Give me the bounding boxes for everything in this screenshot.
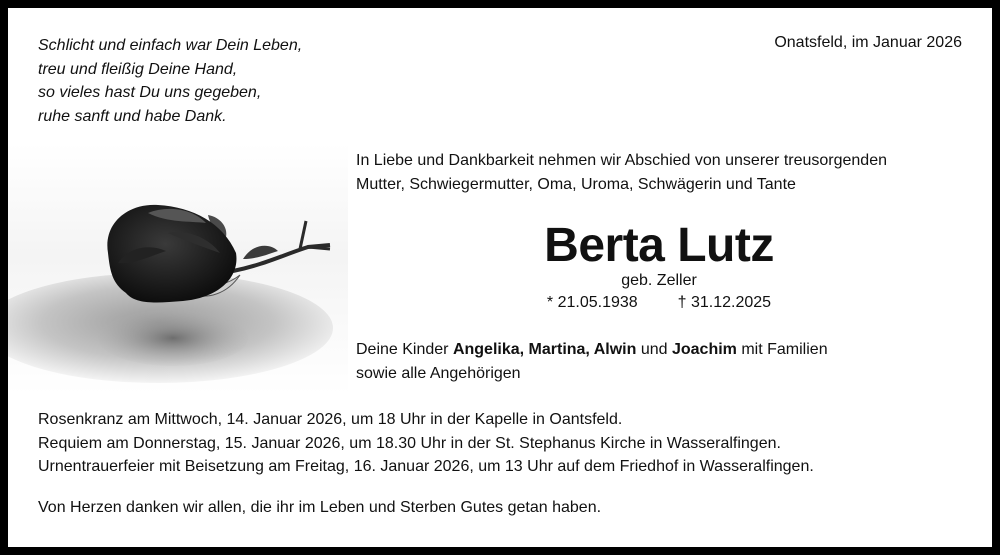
rose-image	[8, 143, 348, 395]
place-date: Onatsfeld, im Januar 2026	[774, 34, 962, 51]
child-name: Joachim	[671, 341, 737, 358]
intro-line: Mutter, Schwiegermutter, Oma, Uroma, Schwägerin und Tante	[356, 175, 796, 193]
family-line-2: sowie alle Angehörigen	[356, 365, 521, 382]
family-signature	[356, 338, 828, 386]
children-names: Angelika, Martina, Alwin	[452, 341, 637, 358]
family-line	[356, 338, 828, 362]
maiden-name: geb. Zeller	[621, 272, 697, 289]
poem-line: treu und fleißig Deine Hand,	[38, 60, 238, 78]
ceremony-info	[38, 408, 814, 479]
ceremony-line: Rosenkranz am Mittwoch, 14. Januar 2026, um 18 Uhr in der Kapelle in Oantsfeld.	[38, 411, 623, 428]
life-dates	[356, 294, 962, 312]
thanks-text: Von Herzen danken wir allen, die ihr im Leben und Sterben Gutes getan haben.	[38, 499, 602, 516]
birth-date: * 21.05.1938	[546, 294, 638, 311]
family-connector: und	[636, 341, 672, 358]
intro-text	[356, 149, 887, 196]
poem	[38, 34, 302, 128]
poem-line: so vieles hast Du uns gegeben,	[38, 84, 262, 101]
poem-line: Schlicht und einfach war Dein Leben,	[38, 37, 303, 54]
intro-line: In Liebe und Dankbarkeit nehmen wir Abschied von unserer treusorgenden	[356, 152, 887, 169]
poem-line: ruhe sanft und habe Dank.	[38, 107, 227, 125]
death-date: † 31.12.2025	[677, 294, 772, 311]
family-prefix: Deine Kinder	[356, 341, 453, 358]
deceased-name: Berta Lutz	[544, 219, 774, 272]
obituary-card	[8, 8, 992, 547]
family-suffix: mit Familien	[736, 341, 828, 358]
ceremony-line: Requiem am Donnerstag, 15. Januar 2026, um 18.30 Uhr in der St. Stephanus Kirche in Wasseralfingen.	[38, 434, 781, 452]
ceremony-line: Urnentrauerfeier mit Beisetzung am Freitag, 16. Januar 2026, um 13 Uhr auf dem Friedhof in Wasseralfingen.	[38, 458, 814, 475]
